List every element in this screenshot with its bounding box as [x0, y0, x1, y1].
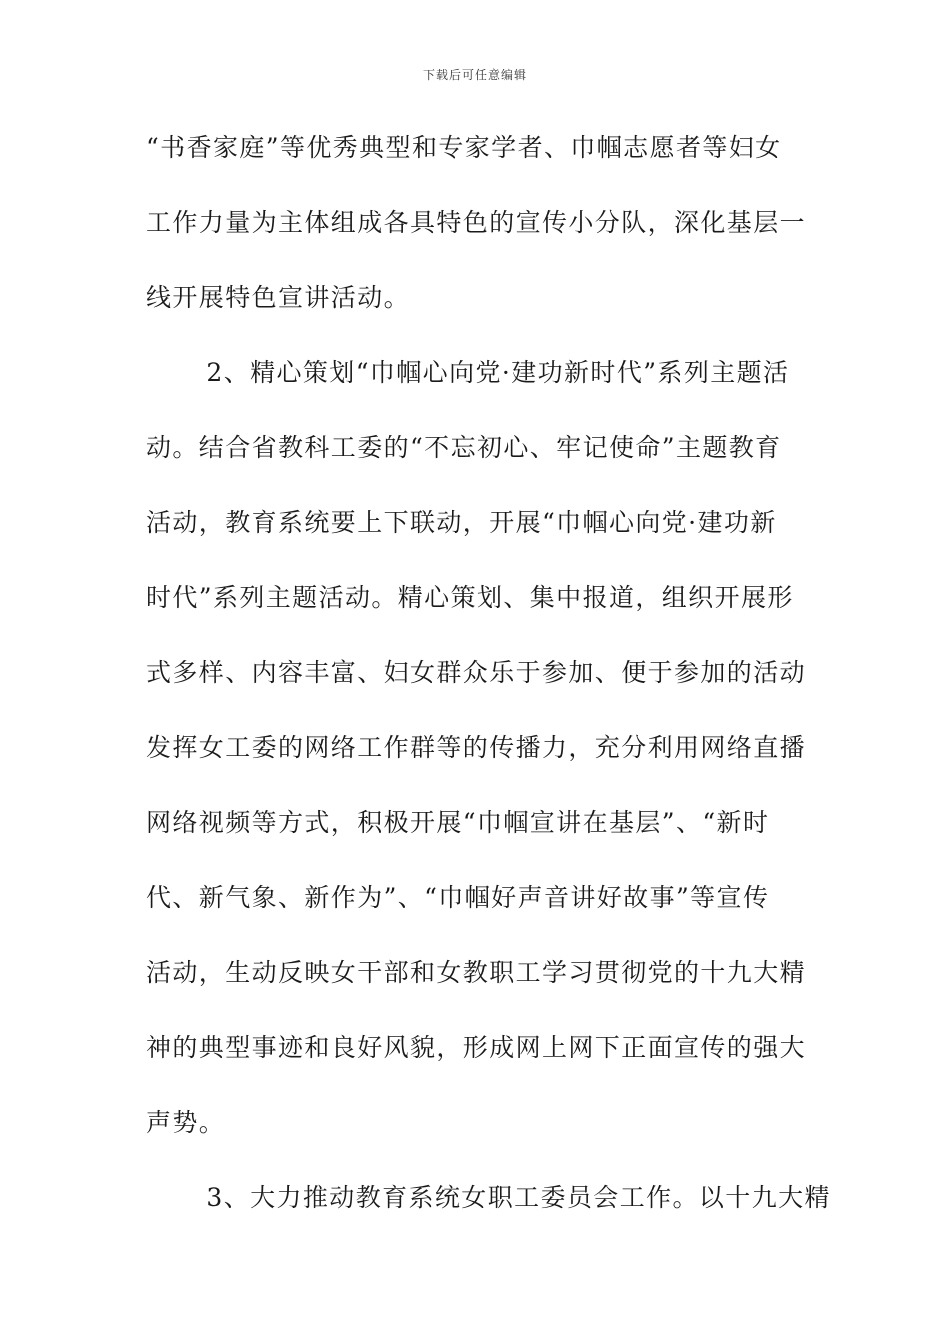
body-line: 代、新气象、新作为”、“巾帼好声音讲好故事”等宣传	[146, 883, 770, 912]
body-line: “书香家庭”等优秀典型和专家学者、巾帼志愿者等妇女	[146, 133, 782, 162]
body-line: 式多样、内容丰富、妇女群众乐于参加、便于参加的活动	[146, 658, 807, 687]
body-line: 工作力量为主体组成各具特色的宣传小分队，深化基层一	[146, 208, 807, 237]
body-line: 网络视频等方式，积极开展“巾帼宣讲在基层”、“新时	[146, 808, 770, 837]
page-header: 下载后可任意编辑	[422, 68, 527, 82]
body-line: 发挥女工委的网络工作群等的传播力，充分利用网络直播	[146, 733, 807, 762]
body-line: 动。结合省教科工委的“不忘初心、牢记使命”主题教育	[146, 433, 782, 462]
body-line: 活动，教育系统要上下联动，开展“巾帼心向党·建功新	[146, 508, 777, 537]
body-line: 活动，生动反映女干部和女教职工学习贯彻党的十九大精	[146, 958, 807, 987]
body-line: 神的典型事迹和良好风貌，形成网上网下正面宣传的强大	[146, 1033, 807, 1062]
body-line: 线开展特色宣讲活动。	[146, 283, 411, 312]
body-line: 3、大力推动教育系统女职工委员会工作。以十九大精	[180, 1183, 831, 1212]
body-line: 时代”系列主题活动。精心策划、集中报道，组织开展形	[146, 583, 794, 612]
body-line: 声势。	[146, 1108, 226, 1137]
body-line: 2、精心策划“巾帼心向党·建功新时代”系列主题活	[180, 358, 790, 387]
